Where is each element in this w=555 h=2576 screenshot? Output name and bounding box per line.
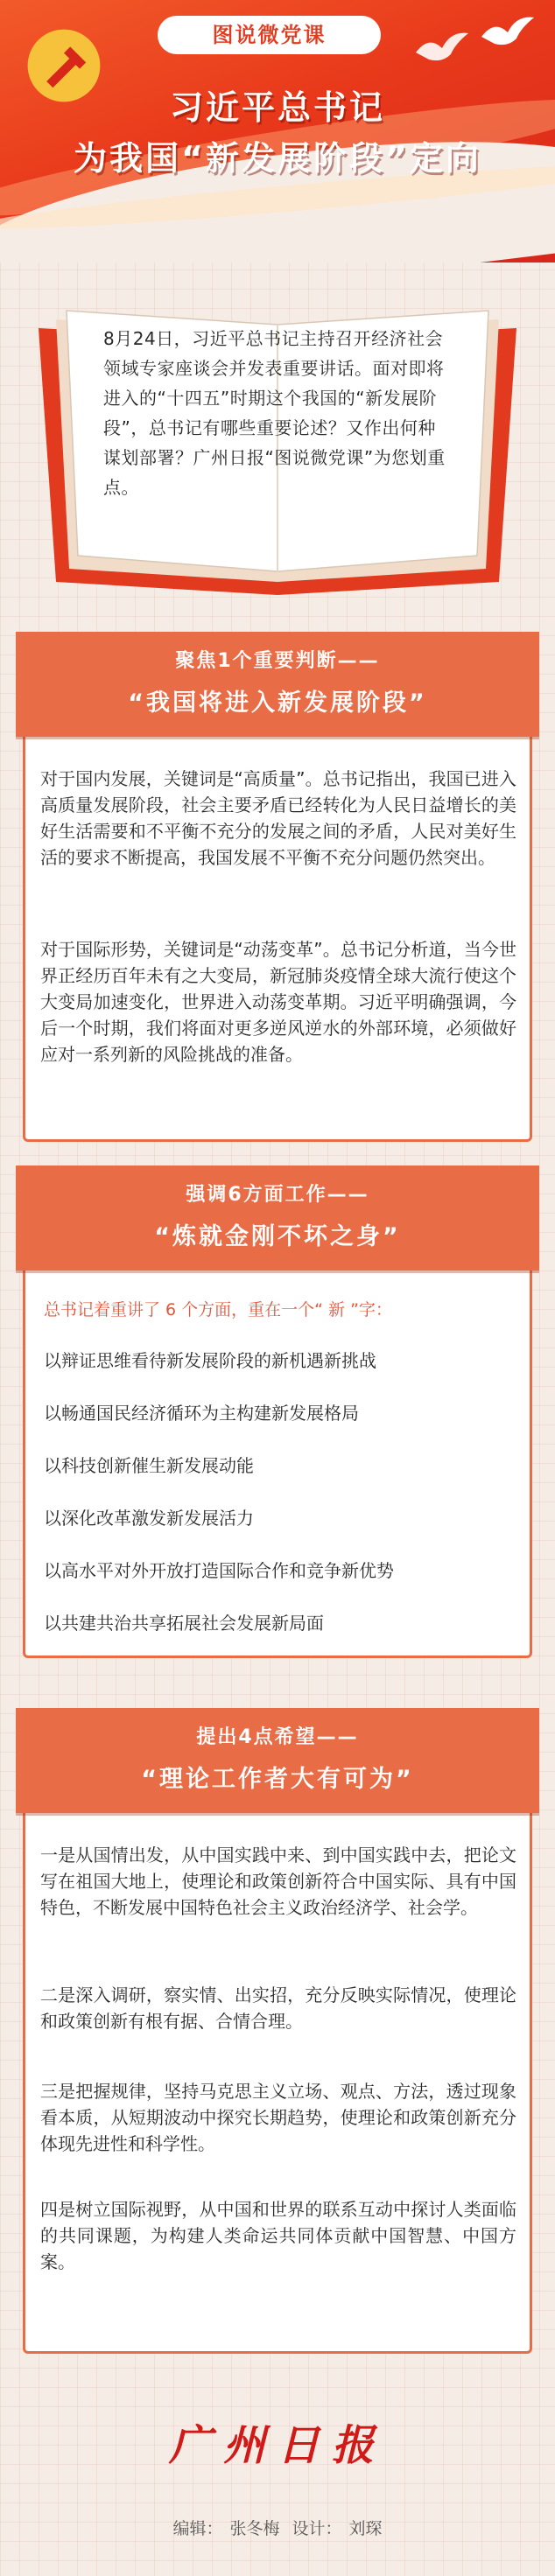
list-item: 以深化改革激发新发展活力 bbox=[44, 1508, 254, 1529]
section-lead: 总书记着重讲了 6 个方面，重在一个“ 新 ”字： bbox=[44, 1300, 392, 1320]
section-heading-line1: 聚焦1个重要判断—— bbox=[175, 650, 380, 672]
section-heading bbox=[16, 632, 539, 737]
list-item: 以高水平对外开放打造国际合作和竞争新优势 bbox=[44, 1560, 394, 1581]
designer-label: 设计： bbox=[292, 2519, 342, 2538]
body-paragraph: 四是树立国际视野，从中国和世界的联系互动中探讨人类面临的共同课题，为构建人类命运共同体贡献中国智慧、中国方案。 bbox=[40, 2199, 516, 2272]
intro-text: 8月24日，习近平总书记主持召开经济社会领域专家座谈会并发表重要讲话。面对即将进入的“十四五”时期这个我国的“新发展阶段”，总书记有哪些重要论述？又作出何种谋划部署？广州日报“图说微党课”为您划重点。 bbox=[103, 328, 446, 498]
editor-label: 编辑： bbox=[172, 2519, 223, 2538]
section-heading bbox=[16, 1708, 539, 1813]
section-heading-line2: “我国将进入新发展阶段” bbox=[128, 690, 427, 717]
page-title: 习近平总书记 bbox=[169, 88, 385, 127]
editor-name: 张冬梅 bbox=[229, 2519, 280, 2538]
section-heading bbox=[16, 1166, 539, 1270]
body-paragraph: 一是从国情出发，从中国实践中来、到中国实践中去，把论文写在祖国大地上，使理论和政策创新符合中国实际、具有中国特色，不断发展中国特色社会主义政治经济学、社会学。 bbox=[40, 1844, 516, 1918]
section-heading-line1: 强调6方面工作—— bbox=[186, 1184, 369, 1206]
badge-label: 图说微党课 bbox=[158, 16, 381, 54]
page-subtitle: 为我国“新发展阶段”定向 bbox=[74, 139, 481, 178]
hero-banner bbox=[0, 0, 555, 262]
list-item: 以科技创新催生新发展动能 bbox=[44, 1455, 254, 1476]
body-paragraph: 三是把握规律，坚持马克思主义立场、观点、方法，透过现象看本质，从短期波动中探究长期趋势，使理论和政策创新充分体现先进性和科学性。 bbox=[40, 2081, 516, 2154]
list-item: 以共建共治共享拓展社会发展新局面 bbox=[44, 1613, 324, 1634]
list-item: 以辩证思维看待新发展阶段的新机遇新挑战 bbox=[44, 1350, 376, 1371]
list-item: 以畅通国民经济循环为主构建新发展格局 bbox=[44, 1403, 359, 1424]
section-heading-line2: “理论工作者大有可为” bbox=[141, 1766, 414, 1793]
dove-icon bbox=[411, 26, 473, 70]
section-heading-line2: “炼就金刚不坏之身” bbox=[154, 1223, 401, 1250]
dove-icon bbox=[477, 10, 538, 54]
body-paragraph: 对于国内发展，关键词是“高质量”。总书记指出，我国已进入高质量发展阶段，社会主要矛盾已经转化为人民日益增长的美好生活需要和不平衡不充分的发展之间的矛盾，人民对美好生活的要求不断提高，我国发展不平衡不充分问题仍然突出。 bbox=[40, 768, 516, 868]
newspaper-logo: 广州日报 bbox=[168, 2421, 386, 2470]
body-paragraph: 对于国际形势，关键词是“动荡变革”。总书记分析道，当今世界正经历百年未有之大变局，新冠肺炎疫情全球大流行使这个大变局加速变化，世界进入动荡变革期。习近平明确强调，今后一个时期，我们将面对更多逆风逆水的外部环境，必须做好应对一系列新的风险挑战的准备。 bbox=[40, 939, 516, 1065]
designer-name: 刘琛 bbox=[348, 2519, 383, 2538]
body-paragraph: 二是深入调研，察实情、出实招，充分反映实际情况，使理论和政策创新有根有据、合情合理。 bbox=[40, 1984, 516, 2032]
section-heading-line1: 提出4点希望—— bbox=[196, 1726, 359, 1748]
credits bbox=[0, 2516, 555, 2539]
